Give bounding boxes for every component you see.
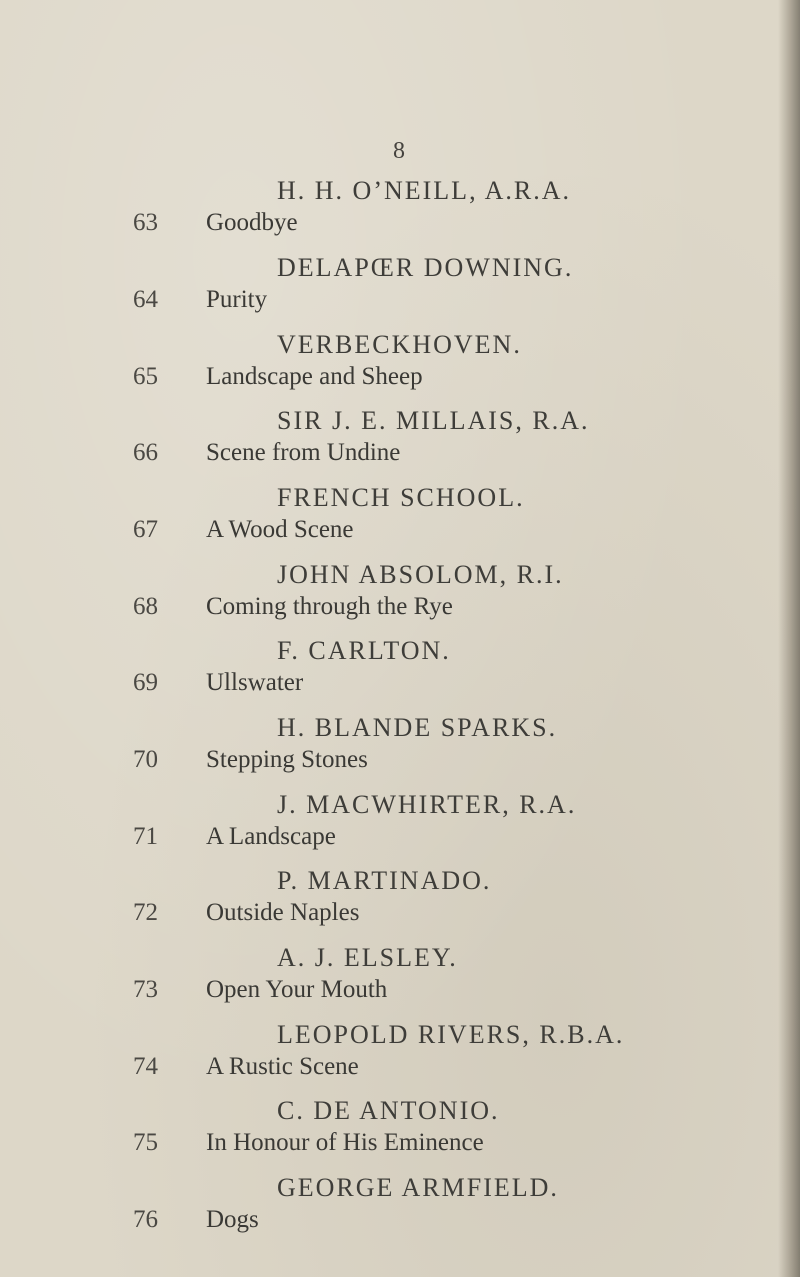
entry-artist: JOHN ABSOLOM, R.I. — [277, 560, 564, 589]
entry-artist: VERBECKHOVEN. — [277, 330, 522, 359]
catalogue-entry-63 — [0, 176, 780, 256]
entry-artist: F. CARLTON. — [277, 636, 451, 665]
entry-number: 75 — [133, 1129, 158, 1156]
catalogue-entry-69 — [0, 636, 780, 716]
catalogue-entry-76 — [0, 1173, 780, 1253]
entry-number: 74 — [133, 1053, 158, 1080]
catalogue-entry-65 — [0, 330, 780, 410]
entry-title: Outside Naples — [206, 899, 360, 926]
catalogue-entry-71 — [0, 790, 780, 870]
entry-number: 70 — [133, 746, 158, 773]
entry-number: 69 — [133, 669, 158, 696]
entry-title: Purity — [206, 286, 268, 313]
entry-title: A Landscape — [206, 823, 336, 850]
entry-title: Open Your Mouth — [206, 976, 388, 1003]
entry-title: In Honour of His Eminence — [206, 1129, 484, 1156]
catalogue-entry-72 — [0, 866, 780, 946]
entry-title: Goodbye — [206, 209, 298, 236]
catalogue-entry-66 — [0, 406, 780, 486]
entry-number: 64 — [133, 286, 158, 313]
page-number: 8 — [393, 138, 405, 164]
entry-number: 67 — [133, 516, 158, 543]
entry-artist: A. J. ELSLEY. — [277, 943, 458, 972]
entry-title: Stepping Stones — [206, 746, 368, 773]
entry-number: 63 — [133, 209, 158, 236]
entry-artist: GEORGE ARMFIELD. — [277, 1173, 559, 1202]
entry-artist: J. MACWHIRTER, R.A. — [277, 790, 577, 819]
entry-title: A Rustic Scene — [206, 1053, 359, 1080]
entry-title: Landscape and Sheep — [206, 363, 423, 390]
entry-title: Dogs — [206, 1206, 259, 1233]
catalogue-entry-70 — [0, 713, 780, 793]
entry-title: Coming through the Rye — [206, 593, 453, 620]
entry-artist: H. BLANDE SPARKS. — [277, 713, 558, 742]
entry-number: 68 — [133, 593, 158, 620]
entry-artist: C. DE ANTONIO. — [277, 1096, 500, 1125]
catalogue-entry-74 — [0, 1020, 780, 1100]
catalogue-entry-67 — [0, 483, 780, 563]
entry-title: Scene from Undine — [206, 439, 401, 466]
entry-title: Ullswater — [206, 669, 304, 696]
entry-artist: H. H. O’NEILL, A.R.A. — [277, 176, 572, 205]
entry-artist: P. MARTINADO. — [277, 866, 492, 895]
entry-artist: SIR J. E. MILLAIS, R.A. — [277, 406, 590, 435]
entry-number: 76 — [133, 1206, 158, 1233]
catalogue-entry-68 — [0, 560, 780, 640]
entry-number: 66 — [133, 439, 158, 466]
entry-artist: FRENCH SCHOOL. — [277, 483, 525, 512]
entry-number: 72 — [133, 899, 158, 926]
catalogue-entry-64 — [0, 253, 780, 333]
catalogue-entry-73 — [0, 943, 780, 1023]
entry-title: A Wood Scene — [206, 516, 354, 543]
entry-artist: DELAPŒR DOWNING. — [277, 253, 574, 282]
entry-artist: LEOPOLD RIVERS, R.B.A. — [277, 1020, 625, 1049]
entry-number: 65 — [133, 363, 158, 390]
catalogue-entry-75 — [0, 1096, 780, 1176]
entry-number: 71 — [133, 823, 158, 850]
page-binding-edge — [778, 0, 800, 1277]
entry-number: 73 — [133, 976, 158, 1003]
